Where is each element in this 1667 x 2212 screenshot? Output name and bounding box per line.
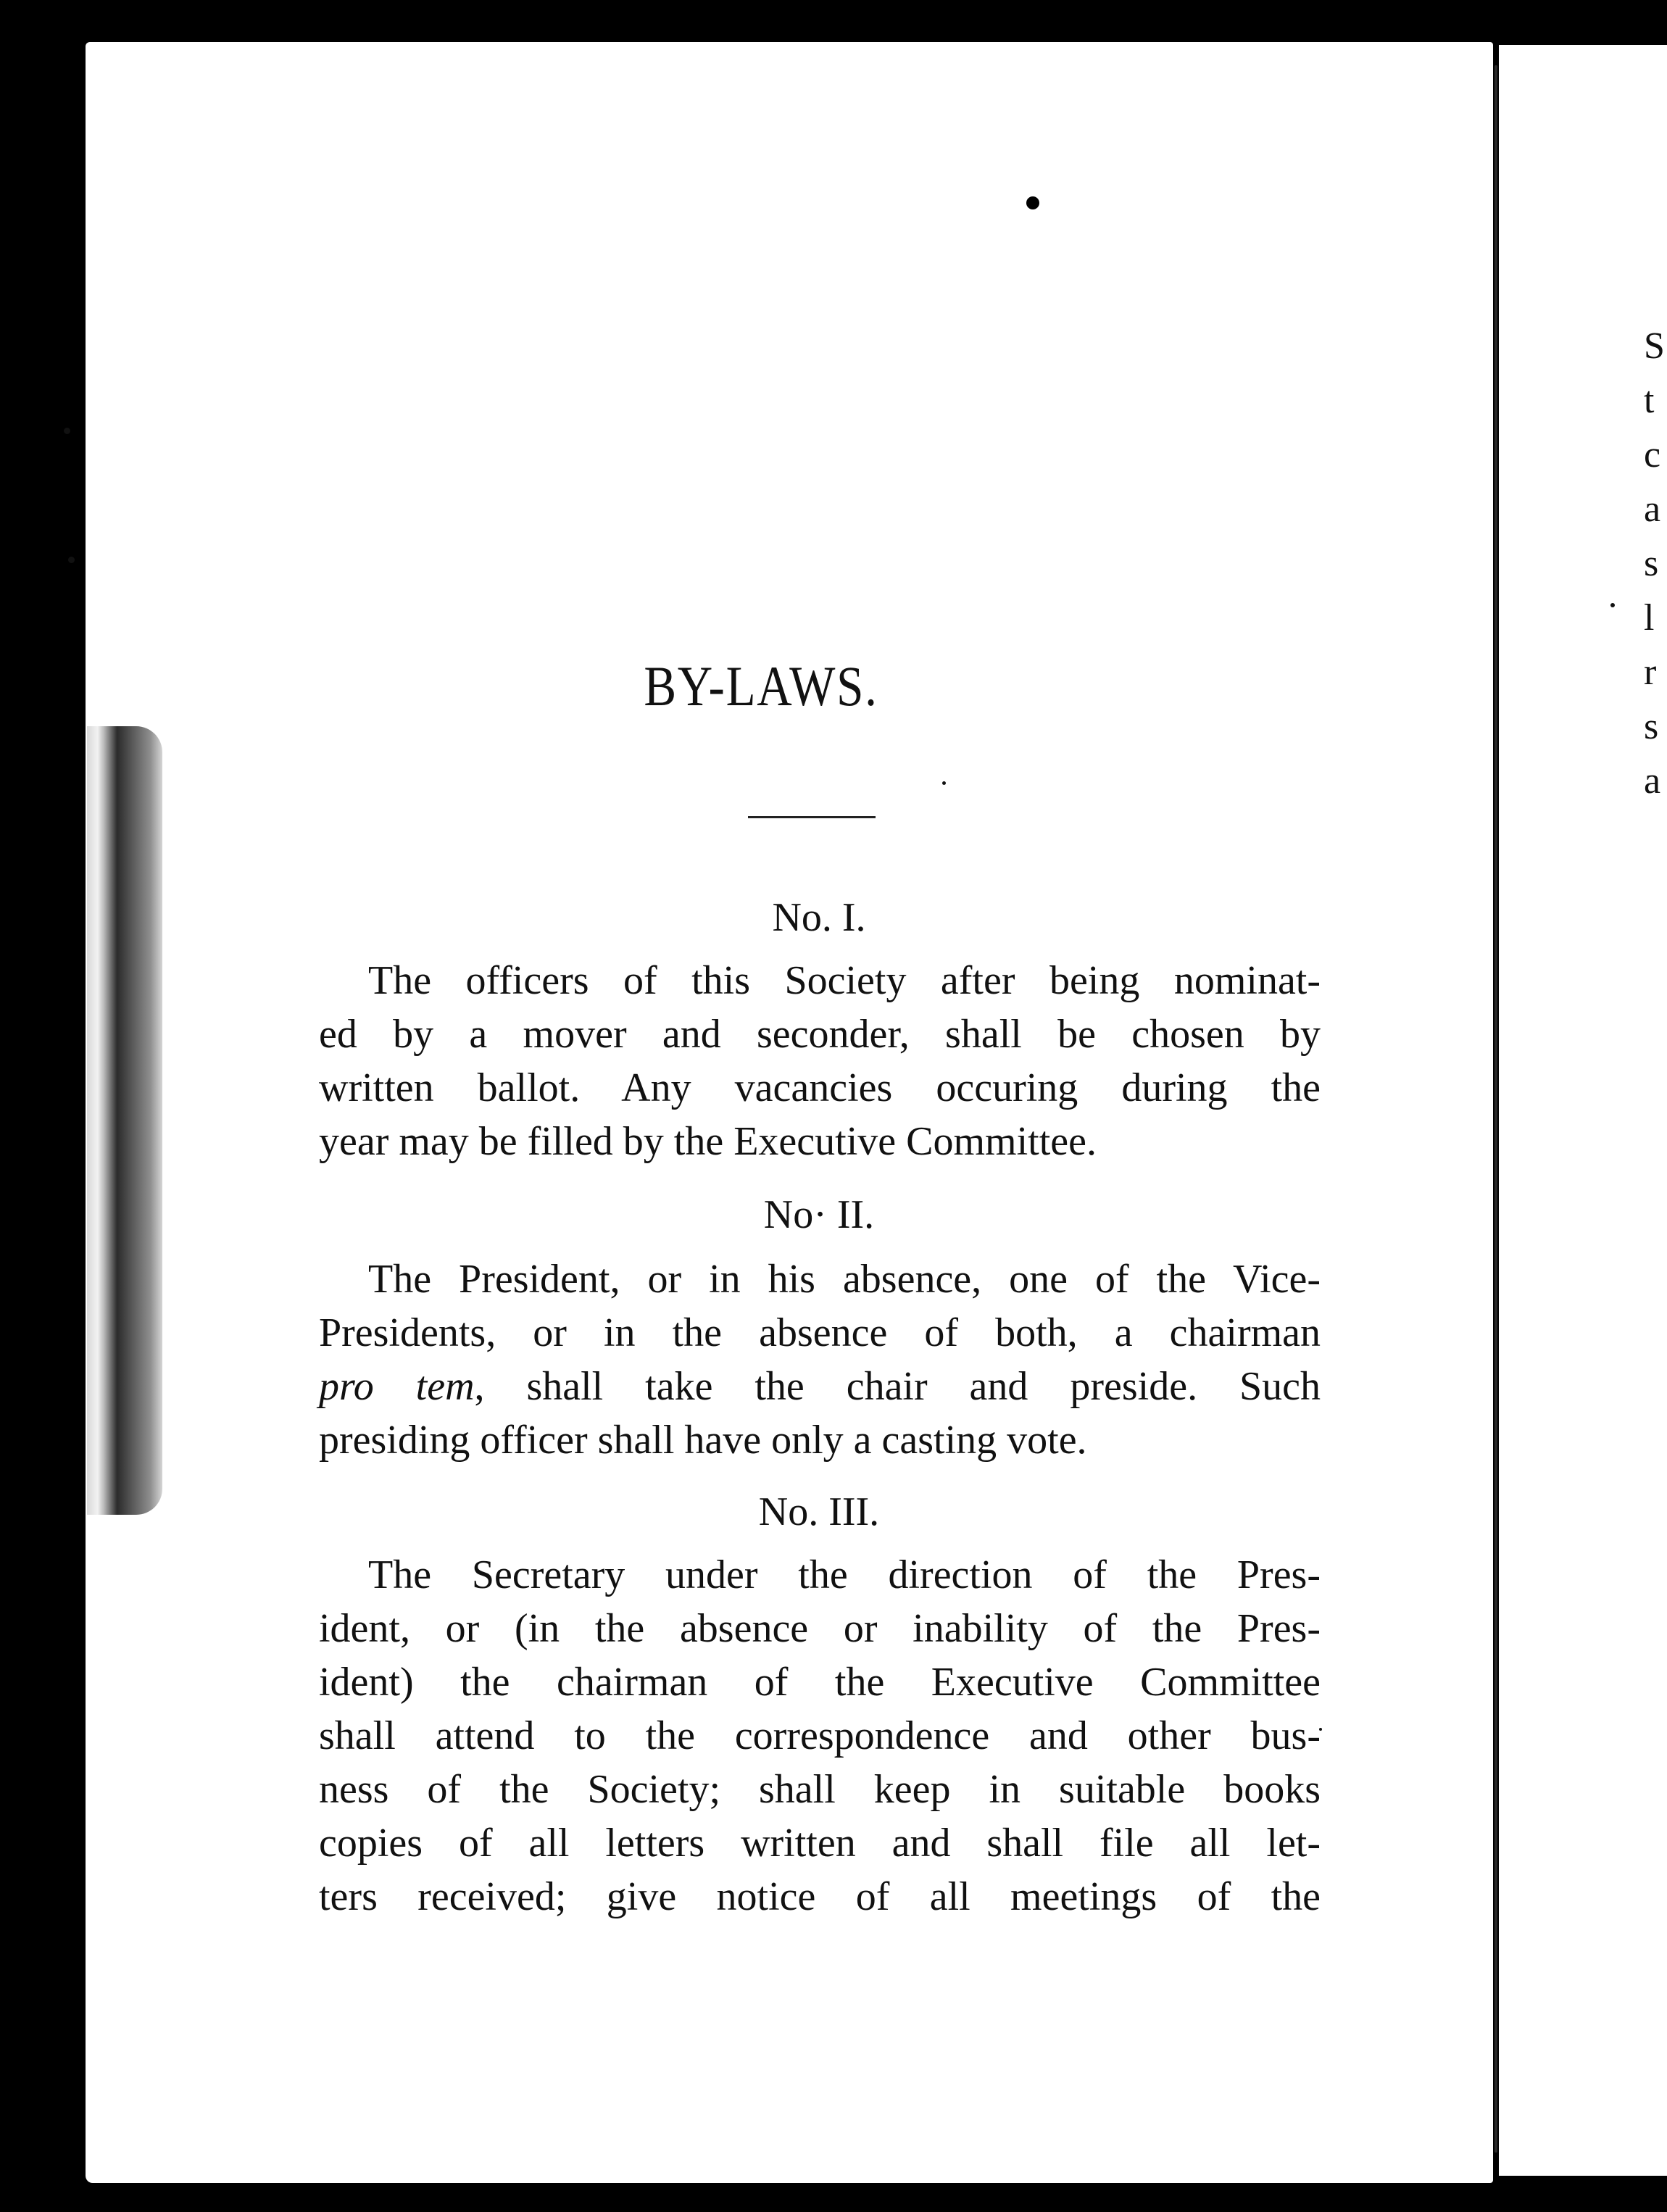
facing-letter: r: [1644, 652, 1657, 693]
facing-letter: l: [1644, 597, 1655, 639]
body-line: ident, or (in the absence or inability of the Pres-: [319, 1606, 1321, 1651]
body-line: The Secretary under the direction of the Pres-: [368, 1552, 1321, 1597]
body-line-rest: , shall take the chair and preside. Such: [474, 1364, 1321, 1409]
facing-letter: c: [1644, 434, 1661, 475]
page-gutter: [1495, 65, 1497, 2153]
body-line: ters received; give notice of all meetings of the: [319, 1874, 1321, 1919]
body-line: copies of all letters written and shall file all let-: [319, 1821, 1321, 1866]
section-body-2: [319, 1252, 1321, 1467]
facing-letter: t: [1644, 380, 1655, 421]
facing-page-text: [1644, 319, 1667, 808]
body-line: presiding officer shall have only a casting vote.: [319, 1418, 1087, 1463]
facing-page-edge: [1499, 45, 1667, 2176]
speck: [68, 557, 75, 563]
speck: [1610, 603, 1615, 607]
body-line: Presidents, or in the absence of both, a chairman: [319, 1310, 1321, 1355]
title-rule: [748, 816, 876, 818]
body-line: ed by a mover and seconder, shall be chosen by: [319, 1012, 1321, 1057]
facing-letter: a: [1644, 488, 1661, 530]
document-title: BY-LAWS.: [644, 654, 878, 718]
ink-dot: [1026, 196, 1039, 209]
body-line: [319, 1360, 1321, 1413]
section-heading-1: No. I.: [772, 895, 866, 940]
body-line: shall attend to the correspondence and other bus-: [319, 1713, 1321, 1758]
section-heading-2: No· II.: [763, 1192, 875, 1237]
facing-letter: S: [1644, 325, 1665, 367]
section-heading-3: No. III.: [758, 1489, 880, 1534]
body-line: The President, or in his absence, one of the Vice-: [368, 1257, 1321, 1302]
speck: [942, 781, 946, 785]
body-line: ident) the chairman of the Executive Committee: [319, 1660, 1321, 1705]
binding-tab: [87, 726, 162, 1515]
body-line: written ballot. Any vacancies occuring during the: [319, 1065, 1321, 1110]
body-line: ness of the Society; shall keep in suitable books: [319, 1767, 1321, 1812]
body-line: year may be filled by the Executive Committee.: [319, 1119, 1097, 1164]
latin-phrase: pro tem: [319, 1364, 475, 1409]
facing-letter: s: [1644, 543, 1659, 584]
facing-letter: s: [1644, 706, 1659, 747]
section-body-1: [319, 954, 1321, 1168]
section-body-3: [319, 1548, 1321, 1924]
body-line: The officers of this Society after being nominat-: [368, 958, 1321, 1003]
speck: [64, 428, 70, 434]
facing-letter: a: [1644, 760, 1661, 802]
